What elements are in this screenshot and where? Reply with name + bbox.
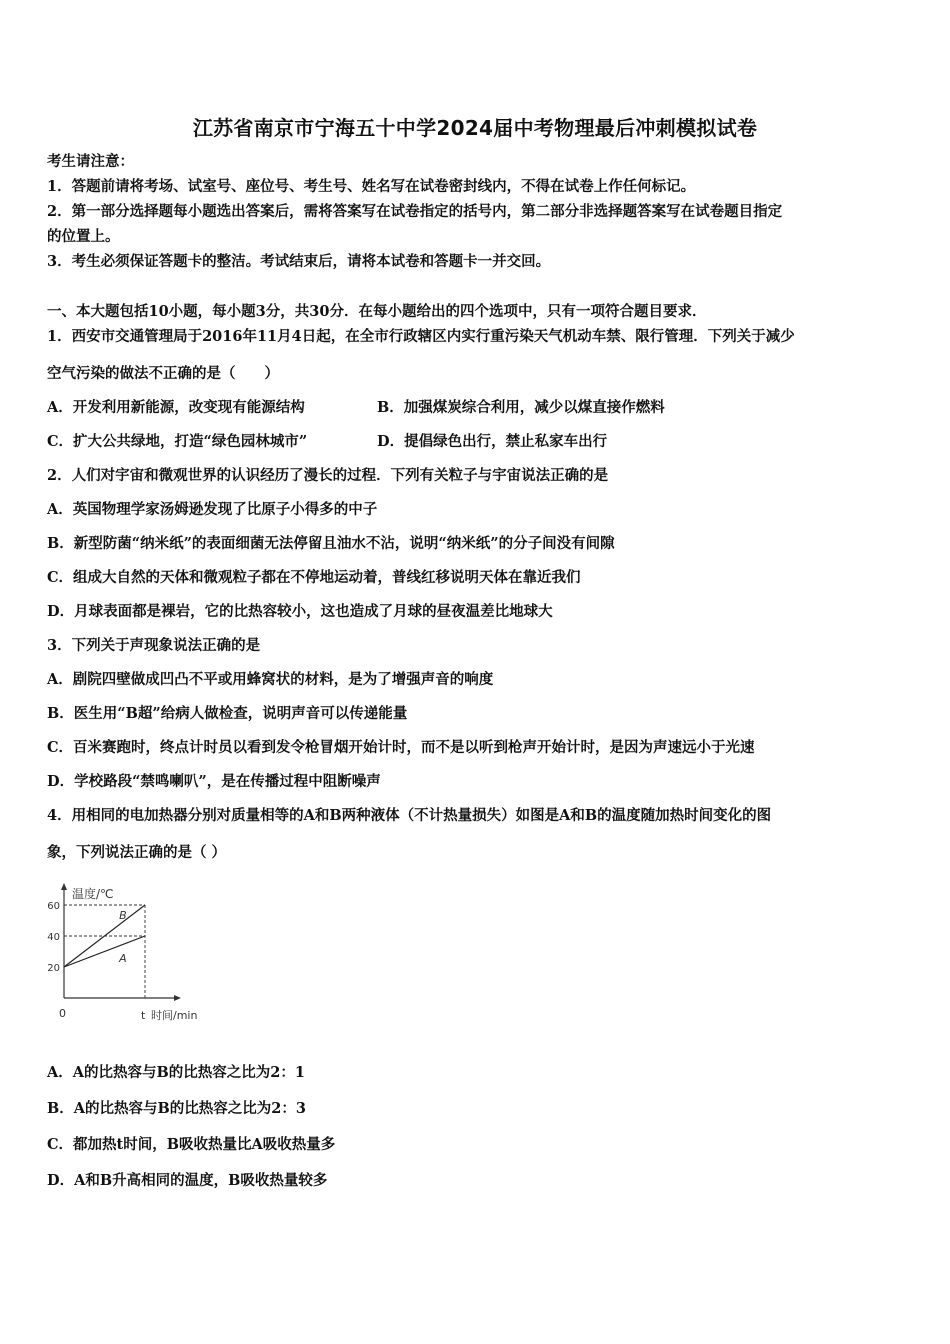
q2-option-c: C．组成大自然的天体和微观粒子都在不停地运动着，普线红移说明天体在靠近我们	[47, 569, 581, 586]
series-line-A	[64, 936, 145, 967]
q2-option-b: B．新型防菌“纳米纸”的表面细菌无法停留且油水不沾，说明“纳米纸”的分子间没有间隙	[47, 535, 615, 552]
notice-item-2-cont: 的位置上。	[47, 228, 120, 245]
notice-item-2: 2．第一部分选择题每小题选出答案后，需将答案写在试卷指定的括号内，第二部分非选择题答案写在试卷题目指定	[47, 203, 783, 220]
notice-item-3: 3．考生必须保证答题卡的整洁。考试结束后，请将本试卷和答题卡一并交回。	[47, 253, 551, 270]
q3-option-d: D．学校路段“禁鸣喇叭”，是在传播过程中阻断噪声	[47, 773, 381, 790]
x-axis-arrow	[174, 995, 181, 1001]
q4-option-b: B．A的比热容与B的比热容之比为2：3	[47, 1100, 306, 1117]
q1-option-c: C．扩大公共绿地，打造“绿色园林城市”	[47, 433, 308, 450]
q3-option-b: B．医生用“B超”给病人做检查，说明声音可以传递能量	[47, 705, 408, 722]
y-axis-arrow	[61, 883, 67, 890]
origin-label: 0	[59, 1007, 66, 1020]
series-label-B: B	[119, 908, 127, 922]
y-axis-label: 温度/℃	[72, 887, 114, 901]
y-tick-label-40: 40	[47, 932, 60, 943]
q4-option-d: D．A和B升高相同的温度，B吸收热量较多	[47, 1172, 328, 1189]
q1-option-b: B．加强煤炭综合利用，减少以煤直接作燃料	[377, 399, 665, 416]
x-axis-label: 时间/min	[151, 1009, 198, 1022]
notice-item-1: 1．答题前请将考场、试室号、座位号、考生号、姓名写在试卷密封线内，不得在试卷上作任何标记。	[47, 178, 696, 195]
q1-option-d: D．提倡绿色出行，禁止私家车出行	[377, 433, 608, 450]
q3-stem: 3．下列关于声现象说法正确的是	[47, 637, 261, 654]
q3-option-a: A．剧院四壁做成凹凸不平或用蜂窝状的材料，是为了增强声音的响度	[47, 671, 494, 688]
q3-option-c: C．百米赛跑时，终点计时员以看到发令枪冒烟开始计时，而不是以听到枪声开始计时，是因为声速远小于光速	[47, 739, 755, 756]
q1-stem-line1: 1．西安市交通管理局于2016年11月4日起，在全市行政辖区内实行重污染天气机动车禁、限行管理．下列关于减少	[47, 328, 795, 345]
q2-stem: 2．人们对宇宙和微观世界的认识经历了漫长的过程．下列有关粒子与宇宙说法正确的是	[47, 467, 609, 484]
x-t-label: t	[141, 1009, 146, 1022]
q1-stem-line2: 空气污染的做法不正确的是（ ）	[47, 365, 279, 382]
q2-option-d: D．月球表面都是裸岩，它的比热容较小，这也造成了月球的昼夜温差比地球大	[47, 603, 553, 620]
q4-stem-line2: 象，下列说法正确的是（ ）	[47, 844, 227, 861]
notice-heading: 考生请注意：	[47, 153, 134, 170]
page-title: 江苏省南京市宁海五十中学2024届中考物理最后冲刺模拟试卷	[192, 116, 758, 140]
y-tick-label-60: 60	[47, 901, 60, 912]
q1-option-a: A．开发利用新能源，改变现有能源结构	[47, 399, 305, 416]
section-heading: 一、本大题包括10小题，每小题3分，共30分．在每小题给出的四个选项中，只有一项符合题目要求．	[47, 303, 707, 320]
q4-option-a: A．A的比热容与B的比热容之比为2：1	[47, 1064, 305, 1081]
q4-stem-line1: 4．用相同的电加热器分别对质量相等的A和B两种液体（不计热量损失）如图是A和B的温度随加热时间变化的图	[47, 807, 772, 824]
q4-option-c: C．都加热t时间，B吸收热量比A吸收热量多	[47, 1136, 336, 1153]
q2-option-a: A．英国物理学家汤姆逊发现了比原子小得多的中子	[47, 501, 378, 518]
temperature-time-graph	[40, 880, 220, 1030]
y-tick-label-20: 20	[47, 963, 60, 974]
series-label-A: A	[119, 951, 127, 965]
